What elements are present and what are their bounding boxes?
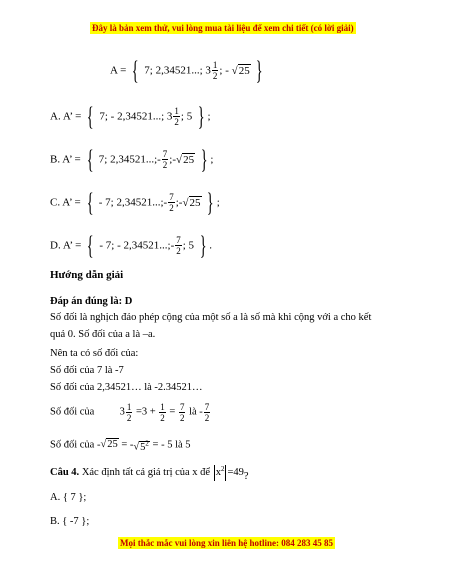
question-title: Câu 4. xyxy=(50,467,80,479)
set-a-item: 7; xyxy=(144,64,153,77)
option-fraction: $\frac{7}{2}$ xyxy=(176,235,181,256)
option-item: ;- xyxy=(175,196,183,209)
option-item: - 7; xyxy=(99,239,115,252)
question-option-b: B. { -7 }; xyxy=(50,516,90,527)
math-text: là 5 xyxy=(175,439,191,451)
math-var: x xyxy=(215,467,221,479)
option-label: C. A’ = xyxy=(50,196,81,209)
question-option-a: A. { 7 }; xyxy=(50,492,87,503)
line-prefix: Số đối của xyxy=(50,406,95,418)
option-fraction: $\frac{7}{2}$ xyxy=(169,192,174,213)
option-end: ; xyxy=(207,110,211,123)
option-label: D. A’ = xyxy=(50,239,82,252)
math-end: ? xyxy=(243,471,249,483)
set-a-label: A = xyxy=(110,64,127,77)
option-a xyxy=(50,101,211,131)
option-item: 7; xyxy=(98,153,108,166)
option-c xyxy=(50,187,220,217)
solution-line: Số đối của 2,34521… là -2.34521… xyxy=(50,382,203,393)
abs-bar-left xyxy=(214,465,215,481)
option-item: - 2,34521...; xyxy=(110,110,165,123)
left-brace: { xyxy=(131,55,139,85)
left-brace: { xyxy=(86,144,94,174)
solution-paragraph-line: quả 0. Số đối của a là –a. xyxy=(50,329,156,340)
answer-line: Đáp án đúng là: D xyxy=(50,296,133,307)
question-text: Xác định tất cả giá trị của x để xyxy=(81,467,211,479)
right-brace: } xyxy=(197,101,205,131)
right-brace: } xyxy=(207,187,214,217)
set-a-sep: ; xyxy=(219,64,223,77)
sqrt-symbol: √25 xyxy=(100,439,118,451)
solution-line-sqrt xyxy=(50,436,191,455)
solution-line: Nên ta có số đối của: xyxy=(50,348,139,359)
option-item: ; 5 xyxy=(180,110,193,123)
footer-banner: Mọi thắc mắc vui lòng xin liên hệ hotline: 084 283 45 85 xyxy=(120,538,334,548)
math-fraction: $\frac{1}{2}$ xyxy=(160,402,165,423)
left-brace: { xyxy=(86,187,94,217)
math-op: = - xyxy=(121,439,134,451)
option-b xyxy=(50,144,214,174)
solution-line-mixed-number xyxy=(50,402,211,423)
option-end: ; xyxy=(210,153,214,166)
math-op: - xyxy=(96,439,101,451)
line-prefix: Số đối của xyxy=(50,439,95,451)
right-brace: } xyxy=(199,230,207,260)
math-fraction: $\frac{7}{2}$ xyxy=(179,402,185,423)
math-sup: 2 xyxy=(220,465,225,473)
math-op: - xyxy=(199,406,203,418)
header-banner: Đây là bản xem thử, vui lòng mua tài liệu để xem chi tiết (có lời giải) xyxy=(92,23,354,33)
right-brace: } xyxy=(256,55,264,85)
solution-line: Số đối của 7 là -7 xyxy=(50,365,124,376)
math-op: = xyxy=(169,406,176,418)
question-4 xyxy=(50,462,249,481)
option-end: . xyxy=(209,239,213,252)
option-whole: 3 xyxy=(166,110,173,123)
left-brace: { xyxy=(86,230,94,260)
math-fraction: $\frac{1}{2}$ xyxy=(126,402,132,423)
option-item: ;- xyxy=(169,153,177,166)
option-fraction: $\frac{7}{2}$ xyxy=(162,149,168,170)
solution-heading: Hướng dẫn giải xyxy=(50,269,124,281)
math-op: =49 xyxy=(227,467,244,479)
sqrt-symbol: √25 xyxy=(182,196,201,209)
sqrt-symbol: √25 xyxy=(231,64,250,77)
math-text: là xyxy=(189,406,197,418)
option-item: - 2,34521...;- xyxy=(117,239,175,252)
option-item: 2,34521...;- xyxy=(110,153,161,166)
option-end: ; xyxy=(216,196,220,209)
left-brace: { xyxy=(86,101,94,131)
math-fraction: $\frac{7}{2}$ xyxy=(204,402,210,423)
set-a-fraction: $\frac{1}{2}$ xyxy=(212,60,218,81)
math-op: = - 5 xyxy=(152,439,173,451)
option-item: 7; xyxy=(99,110,108,123)
option-item: ; 5 xyxy=(182,239,195,252)
set-a-whole: 3 xyxy=(205,64,211,77)
math-op: =3 + xyxy=(135,406,156,418)
option-fraction: $\frac{1}{2}$ xyxy=(174,106,179,127)
sqrt-symbol: $√5^2$ xyxy=(133,439,149,453)
math-whole: 3 xyxy=(119,406,125,418)
set-a-minus: - xyxy=(225,64,229,77)
option-label: B. A’ = xyxy=(50,153,81,166)
right-brace: } xyxy=(200,144,208,174)
option-label: A. A’ = xyxy=(50,110,82,123)
set-a-item: 2,34521...; xyxy=(155,64,203,77)
option-item: 2,34521...;- xyxy=(116,196,168,209)
sqrt-symbol: √25 xyxy=(176,153,195,166)
option-item: - 7; xyxy=(98,196,114,209)
set-a-definition xyxy=(110,55,266,85)
solution-paragraph-line: Số đối là nghịch đảo phép cộng của một số a là số mà khi cộng với a cho kết xyxy=(50,312,372,323)
option-d xyxy=(50,230,213,260)
